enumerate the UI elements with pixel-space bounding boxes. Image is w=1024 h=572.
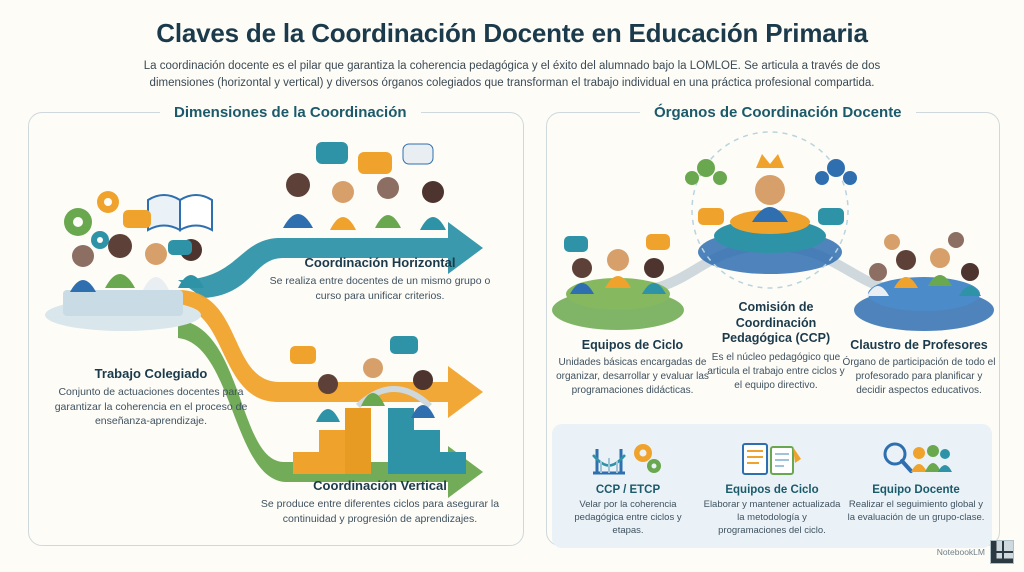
qr-code-icon — [990, 540, 1014, 564]
function-equipo-docente — [846, 438, 986, 525]
watermark-label: NotebookLM — [936, 547, 985, 557]
watermark — [937, 540, 1014, 564]
page-title: Claves de la Coordinación Docente en Educación Primaria — [156, 18, 868, 48]
function-ccp-etcp-desc: Velar por la coherencia pedagógica entre ciclos y etapas. — [574, 499, 682, 536]
trabajo-colegiado-title: Trabajo Colegiado — [94, 366, 208, 381]
function-equipo-docente-desc: Realizar el seguimiento global y la evaluación de un grupo-clase. — [847, 499, 985, 523]
panel-dimensions-heading: Dimensiones de la Coordinación — [160, 104, 421, 121]
coordinacion-vertical-title: Coordinación Vertical — [313, 478, 447, 493]
functions-card — [552, 424, 992, 548]
bridge-icon — [558, 438, 698, 480]
function-equipos-ciclo-desc: Elaborar y mantener actualizada la metodología y programaciones del ciclo. — [703, 499, 841, 536]
page-subtitle: La coordinación docente es el pilar que garantiza la coherencia pedagógica y el éxito del alumnado bajo la LOMLOE. Se articula a través de dos dimensiones (horizontal y vertical) y diversos órganos colegiados que transforman el trabajo individual en una práctica profesional compartida. — [143, 60, 881, 89]
function-equipos-ciclo-title: Equipos de Ciclo — [725, 484, 819, 496]
documents-icon — [702, 438, 842, 480]
block-equipos-de-ciclo — [550, 338, 715, 398]
coordinacion-horizontal-desc: Se realiza entre docentes de un mismo grupo o curso para unificar criterios. — [269, 275, 491, 302]
block-coordinacion-horizontal — [262, 255, 498, 303]
equipos-de-ciclo-title: Equipos de Ciclo — [581, 338, 684, 352]
claustro-de-profesores-title: Claustro de Profesores — [850, 338, 988, 352]
coordinacion-vertical-desc: Se produce entre diferentes ciclos para asegurar la continuidad y progresión de aprendizajes. — [260, 498, 500, 525]
function-equipos-ciclo — [702, 438, 842, 537]
comision-ccp-title: Comisión de Coordinación Pedagógica (CCP) — [721, 300, 831, 346]
trabajo-colegiado-desc: Conjunto de actuaciones docentes para garantizar la coherencia en el proceso de enseñanza-aprendizaje. — [54, 386, 248, 428]
block-coordinacion-vertical — [260, 478, 500, 526]
function-ccp-etcp-title: CCP / ETCP — [595, 484, 661, 496]
function-equipo-docente-title: Equipo Docente — [872, 484, 960, 496]
block-trabajo-colegiado — [36, 366, 266, 429]
block-comision-ccp — [706, 300, 846, 393]
dimensions-illustration — [28, 130, 522, 520]
equipos-de-ciclo-desc: Unidades básicas encargadas de organizar, desarrollar y evaluar las programaciones didácticas. — [556, 357, 709, 396]
panel-organs-heading: Órganos de Coordinación Docente — [640, 104, 916, 121]
comision-ccp-desc: Es el núcleo pedagógico que articula el trabajo entre ciclos y el equipo directivo. — [707, 351, 845, 391]
coordinacion-horizontal-title: Coordinación Horizontal — [304, 255, 456, 270]
claustro-de-profesores-desc: Órgano de participación de todo el profesorado para planificar y decidir aspectos educativos. — [842, 357, 996, 396]
block-claustro-de-profesores — [840, 338, 998, 398]
function-ccp-etcp — [558, 438, 698, 537]
magnifier-group-icon — [846, 438, 986, 480]
